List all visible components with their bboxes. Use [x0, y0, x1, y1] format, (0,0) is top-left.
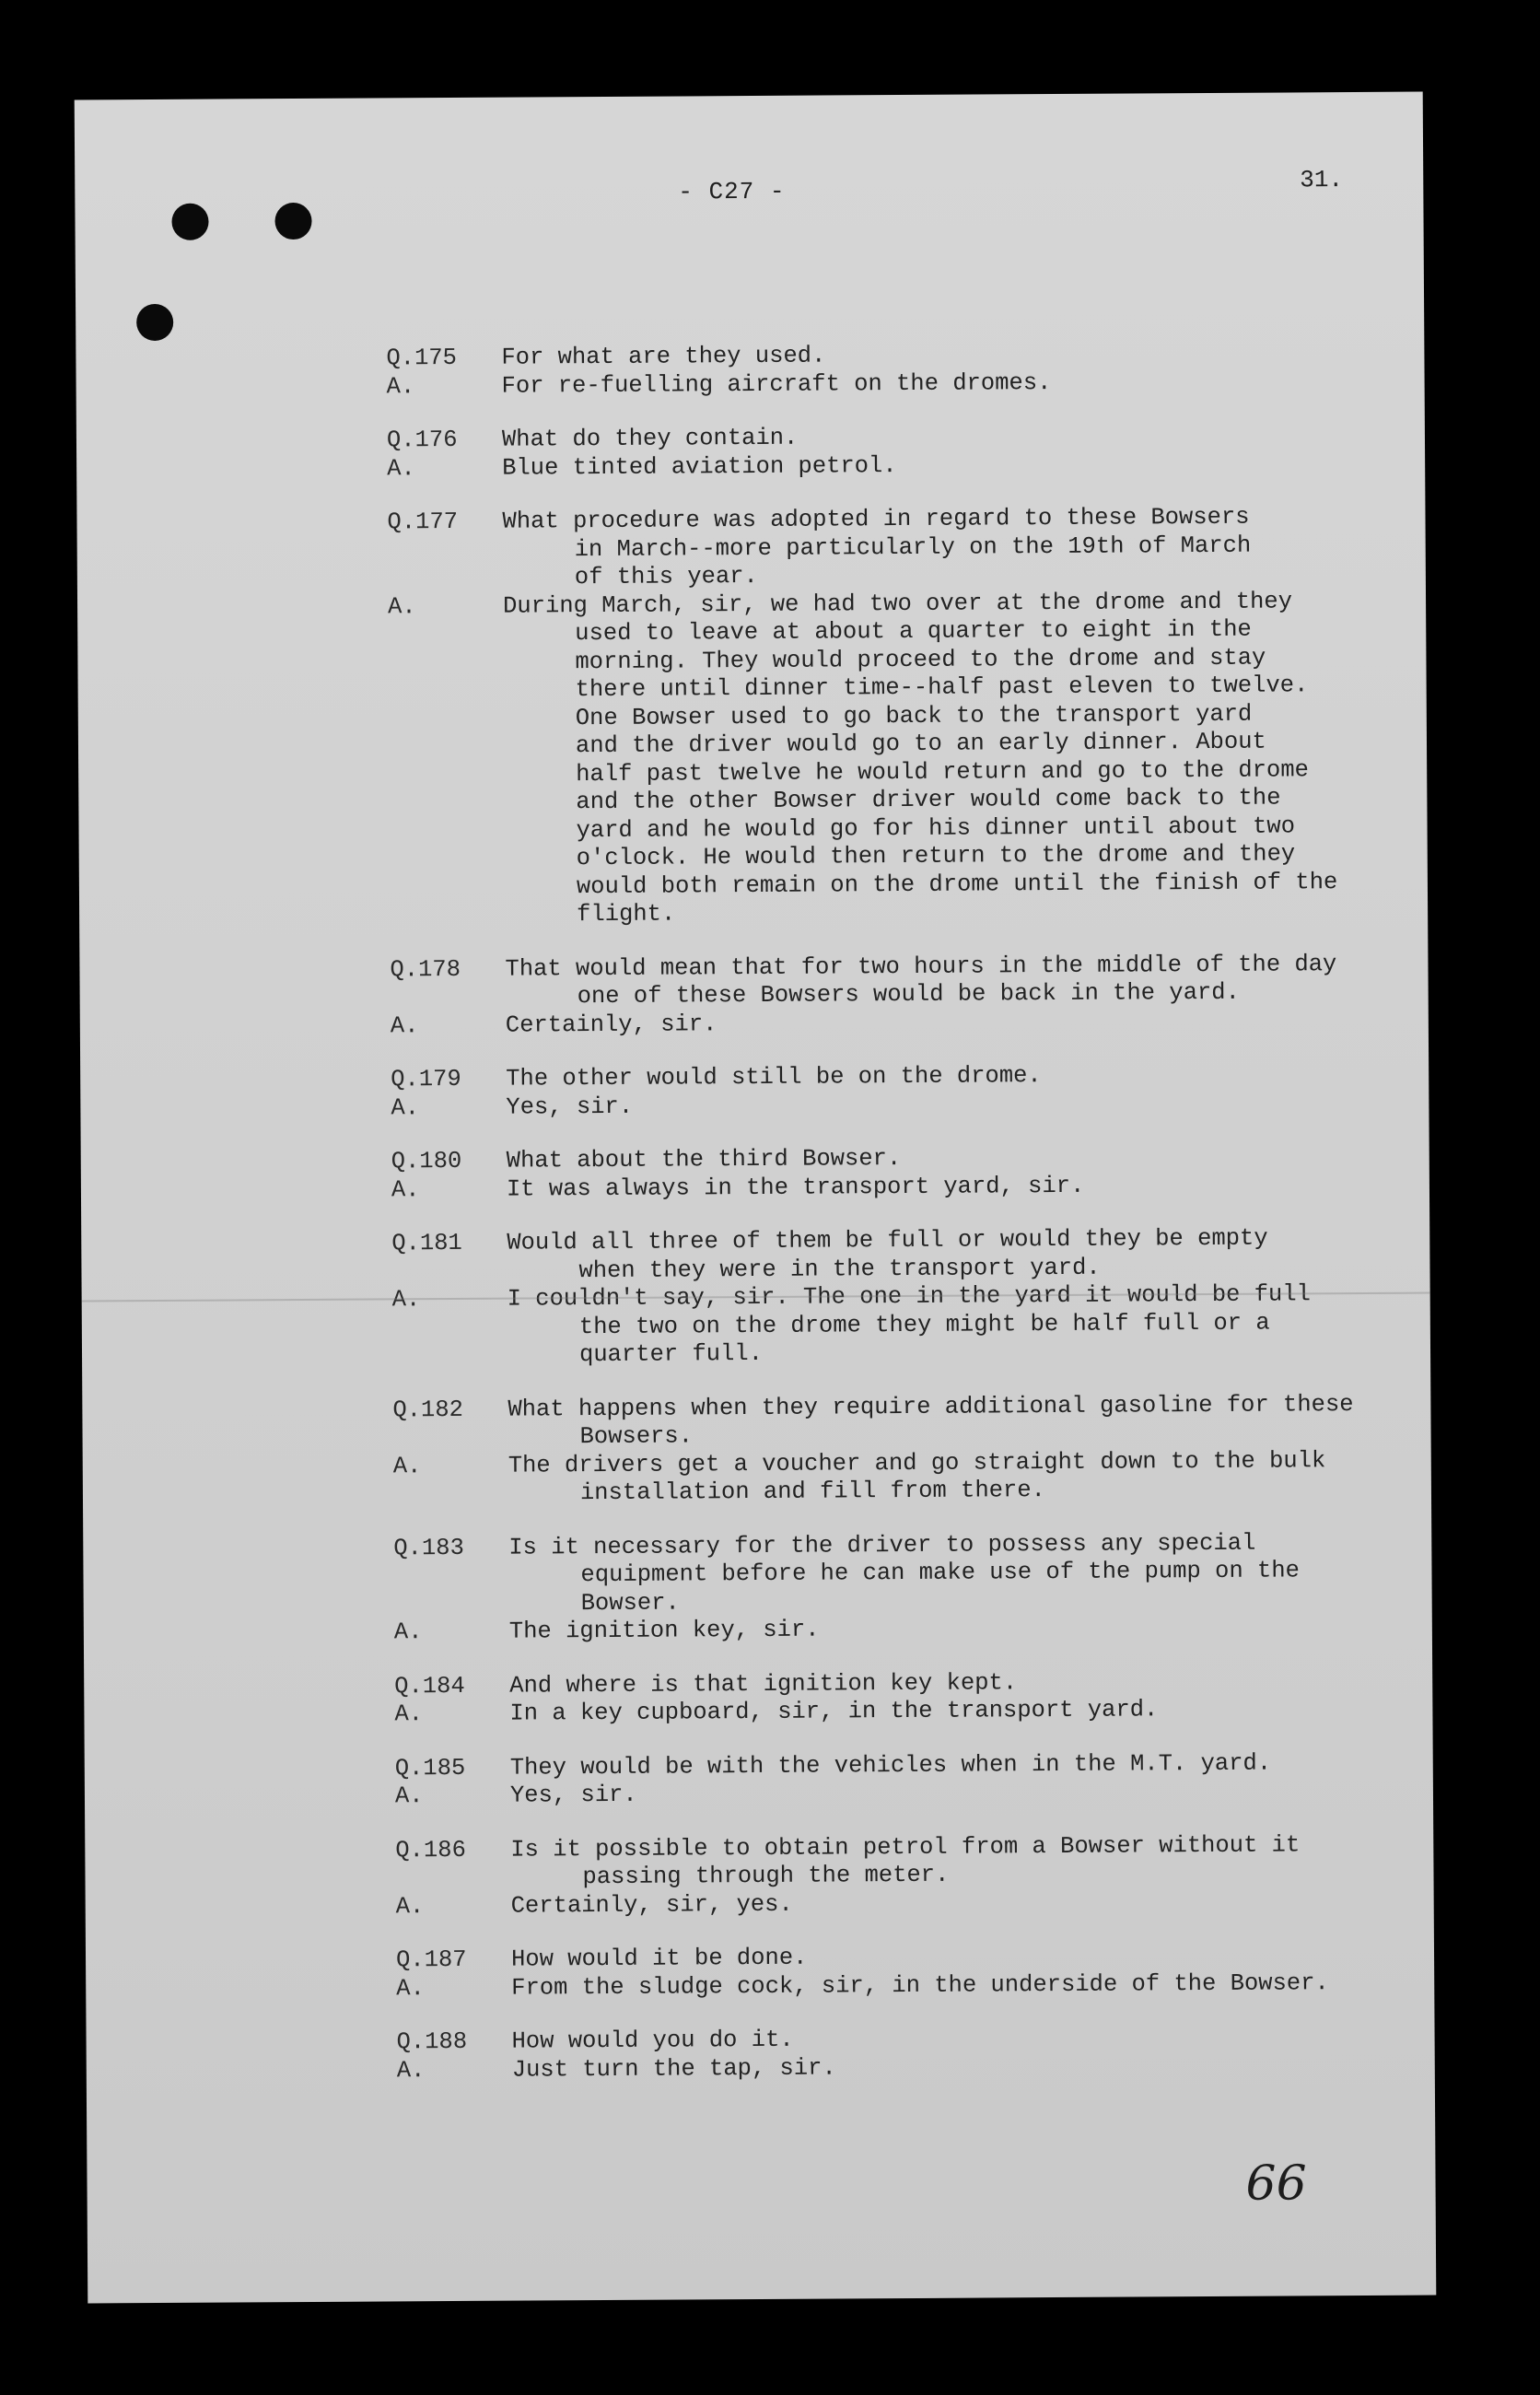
answer-line: [391, 1006, 1431, 1040]
qa-entry: [395, 1748, 1436, 1811]
label-spacer: [391, 1257, 507, 1286]
label-spacer: [390, 873, 505, 902]
qa-entry: [386, 339, 1427, 402]
answer-text: The ignition key, sir.: [508, 1616, 820, 1645]
question-text: passing through the meter.: [582, 1861, 950, 1891]
question-label: Q.188: [396, 2027, 468, 2056]
label-spacer: [389, 817, 504, 846]
answer-text: I couldn't say, sir. The one in the yard it would be full: [507, 1280, 1311, 1313]
question-label: Q.183: [393, 1534, 464, 1561]
answer-text: Just turn the tap, sir.: [511, 2053, 836, 2084]
answer-label: A.: [387, 454, 415, 482]
answer-text: In a key cupboard, sir, in the transport yard.: [509, 1696, 1159, 1727]
question-text: For what are they used.: [501, 342, 826, 371]
answer-text: and the driver would go to an early dinner. About: [575, 728, 1266, 760]
question-text: in March--more particularly on the 19th of March: [574, 532, 1252, 563]
question-text: equipment before he can make use of the pump on the: [580, 1557, 1301, 1589]
question-text: What happens when they require additional gasoline for these: [508, 1390, 1354, 1423]
answer-label: A.: [390, 1011, 419, 1039]
answer-line: [394, 1695, 1435, 1729]
qa-entry: [391, 1142, 1432, 1205]
question-text: And where is that ignition key kept.: [509, 1668, 1018, 1700]
qa-entry: [391, 1224, 1433, 1371]
question-label: Q.179: [391, 1065, 461, 1093]
answer-line: [390, 896, 1430, 930]
answer-text: It was always in the transport yard, sir.: [506, 1172, 1085, 1203]
qa-entry: [393, 1528, 1435, 1647]
answer-label: A.: [393, 1618, 423, 1646]
answer-text: One Bowser used to go back to the transport yard: [575, 700, 1253, 731]
qa-entry: [387, 503, 1430, 930]
question-text: when they were in the transport yard.: [578, 1254, 1101, 1284]
answer-text: the two on the drome they might be half full or a: [578, 1309, 1270, 1340]
label-spacer: [388, 565, 503, 593]
question-text: one of these Bowsers would be back in the yard.: [577, 978, 1240, 1011]
answer-line: [394, 1613, 1435, 1647]
page-reference: - C27 -: [678, 177, 786, 206]
transcript-body: [386, 339, 1438, 2111]
answer-text: Yes, sir.: [506, 1092, 634, 1121]
punch-hole: [171, 204, 208, 240]
answer-line: [392, 1337, 1433, 1371]
answer-text: The drivers get a voucher and go straight down to the bulk: [508, 1446, 1326, 1479]
answer-label: A.: [394, 1782, 424, 1810]
answer-text: yard and he would go for his dinner until about two: [576, 812, 1296, 844]
question-text: Bowser.: [580, 1589, 680, 1617]
answer-text: For re-fuelling aircraft on the dromes.: [501, 368, 1052, 400]
question-text: The other would still be on the drome.: [506, 1062, 1042, 1092]
label-spacer: [389, 761, 504, 789]
question-label: Q.187: [395, 1945, 467, 1974]
question-text: What about the third Bowser.: [506, 1145, 902, 1174]
label-spacer: [390, 902, 505, 930]
answer-text: used to leave at about a quarter to eight in the: [575, 615, 1252, 648]
qa-entry: [396, 1940, 1437, 2003]
answer-label: A.: [386, 372, 415, 400]
question-label: Q.180: [391, 1147, 462, 1175]
answer-label: A.: [396, 1974, 425, 2002]
answer-label: A.: [387, 592, 416, 620]
answer-line: [391, 1088, 1431, 1122]
answer-line: [396, 1969, 1437, 2003]
answer-text: Yes, sir.: [509, 1781, 637, 1809]
label-spacer: [389, 789, 504, 818]
qa-entry: [392, 1390, 1434, 1509]
answer-line: [393, 1475, 1434, 1509]
label-spacer: [389, 705, 504, 733]
punch-hole: [274, 203, 311, 240]
answer-text: o'clock. He would then return to the drome and they: [576, 840, 1296, 872]
question-label: Q.185: [394, 1754, 466, 1782]
document-page: [75, 92, 1437, 2304]
question-label: Q.178: [390, 955, 461, 983]
question-text: Would all three of them be full or would they be empty: [507, 1224, 1268, 1256]
label-spacer: [391, 984, 506, 1012]
qa-entry: [397, 2022, 1438, 2085]
question-label: Q.177: [387, 508, 459, 536]
answer-text: would both remain on the drome until the finish of the: [576, 868, 1338, 900]
answer-line: [396, 1887, 1437, 1921]
label-spacer: [388, 621, 503, 649]
question-text: How would you do it.: [511, 2026, 794, 2055]
answer-text: Certainly, sir.: [505, 1010, 718, 1039]
qa-entry: [391, 1060, 1431, 1123]
question-text: Bowsers.: [579, 1422, 694, 1451]
answer-line: [387, 367, 1428, 401]
answer-line: [391, 1170, 1432, 1204]
answer-text: there until dinner time--half past eleven to twelve.: [575, 672, 1309, 704]
label-spacer: [393, 1562, 508, 1591]
label-spacer: [390, 846, 505, 874]
answer-text: quarter full.: [578, 1339, 764, 1369]
question-text: Is it necessary for the driver to possess any special: [508, 1529, 1256, 1561]
question-label: Q.176: [386, 426, 458, 454]
answer-label: A.: [391, 1175, 420, 1203]
question-text: They would be with the vehicles when in the M.T. yard.: [509, 1749, 1272, 1782]
qa-entry: [394, 1666, 1435, 1729]
question-text: Is it possible to obtain petrol from a Bowser without it: [510, 1830, 1301, 1863]
label-spacer: [389, 733, 504, 762]
question-label: Q.182: [392, 1396, 464, 1423]
answer-label: A.: [391, 1286, 421, 1314]
question-text: How would it be done.: [510, 1944, 808, 1973]
label-spacer: [388, 648, 503, 677]
answer-text: From the sludge cock, sir, in the underside of the Bowser.: [511, 1969, 1329, 2002]
answer-text: morning. They would proceed to the drome and stay: [575, 644, 1266, 675]
question-label: Q.184: [394, 1672, 465, 1700]
answer-label: A.: [396, 2056, 426, 2084]
label-spacer: [389, 677, 504, 706]
page-number: 31.: [1300, 166, 1344, 194]
label-spacer: [392, 1342, 508, 1371]
answer-label: A.: [395, 1892, 425, 1920]
qa-entry: [387, 421, 1428, 484]
answer-text: Blue tinted aviation petrol.: [502, 451, 897, 482]
handwritten-annotation: 66: [1245, 2156, 1307, 2212]
answer-text: and the other Bowser driver would come back to the: [576, 784, 1281, 816]
answer-label: A.: [391, 1093, 420, 1121]
label-spacer: [394, 1590, 509, 1618]
label-spacer: [392, 1424, 508, 1453]
label-spacer: [395, 1864, 510, 1893]
question-text: That would mean that for two hours in the middle of the day: [505, 950, 1337, 983]
answer-text: flight.: [577, 900, 676, 929]
answer-line: [397, 2050, 1438, 2085]
qa-entry: [395, 1830, 1437, 1921]
question-text: What do they contain.: [501, 424, 799, 453]
punch-hole: [136, 304, 173, 341]
question-label: Q.175: [386, 344, 458, 372]
qa-entry: [390, 950, 1431, 1040]
label-spacer: [392, 1314, 508, 1342]
answer-label: A.: [394, 1700, 424, 1728]
answer-text: half past twelve he would return and go to the drome: [576, 755, 1309, 788]
answer-line: [387, 449, 1428, 483]
answer-text: installation and fill from there.: [579, 1477, 1046, 1507]
label-spacer: [393, 1480, 508, 1509]
question-text: What procedure was adopted in regard to these Bowsers: [502, 503, 1250, 535]
question-label: Q.186: [395, 1836, 466, 1863]
label-spacer: [388, 536, 503, 565]
question-text: of this year.: [574, 562, 758, 591]
answer-line: [395, 1776, 1436, 1810]
answer-text: Certainly, sir, yes.: [510, 1890, 793, 1920]
answer-label: A.: [392, 1452, 422, 1479]
answer-text: During March, sir, we had two over at the drome and they: [502, 587, 1293, 620]
question-label: Q.181: [391, 1229, 462, 1257]
